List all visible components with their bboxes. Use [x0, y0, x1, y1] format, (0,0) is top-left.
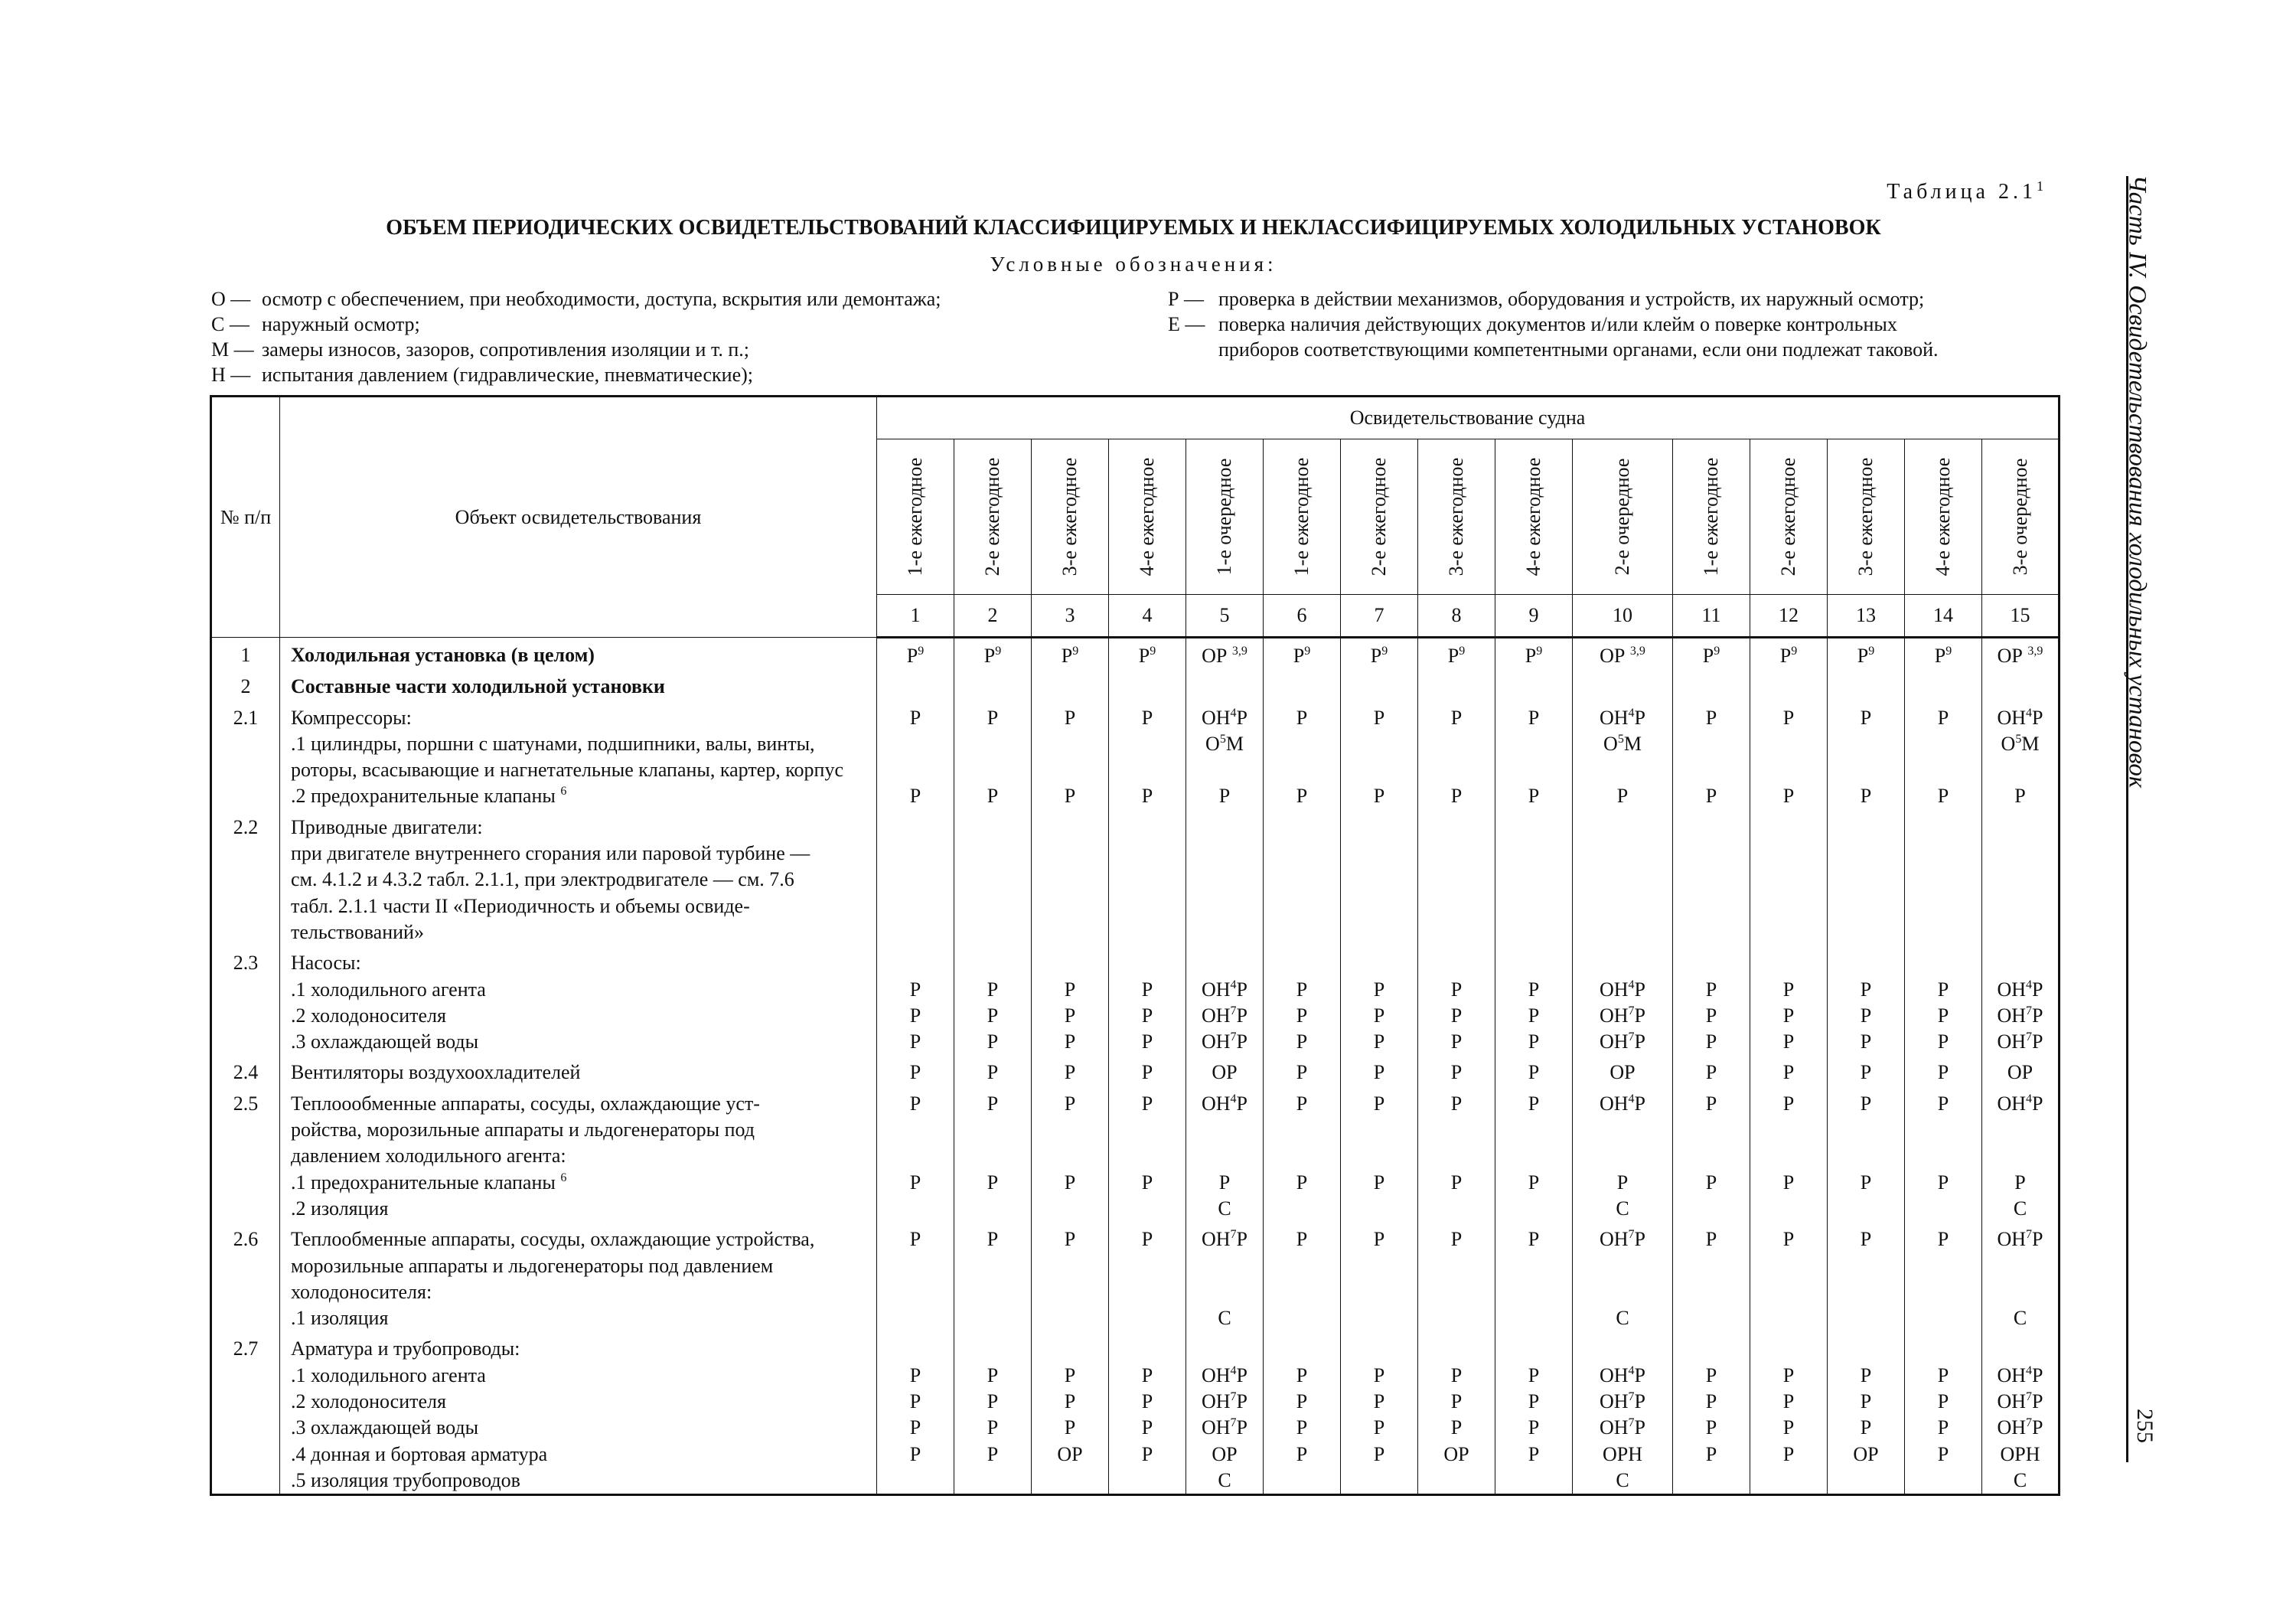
- survey-value: [1418, 810, 1495, 945]
- survey-value: [1264, 810, 1341, 945]
- survey-value: Р: [1341, 1222, 1418, 1331]
- survey-value: Р Р: [1109, 1086, 1186, 1222]
- legend-item: Н — испытания давлением (гидравлические, пневматические);: [211, 364, 753, 386]
- survey-value: [1186, 810, 1264, 945]
- row-number: 2: [211, 669, 280, 700]
- survey-value: Р: [954, 1222, 1032, 1331]
- survey-value: [1982, 810, 2060, 945]
- survey-type-header: 1-е ежегодное: [1673, 439, 1750, 595]
- survey-value: Р: [877, 1055, 954, 1086]
- legend-item: М — замеры износов, зазоров, сопротивления изоляции и т. п.;: [211, 338, 749, 361]
- survey-value: Р Р: [1828, 1086, 1905, 1222]
- survey-value: Р Р Р: [1032, 945, 1109, 1055]
- survey-value: [1828, 669, 1905, 700]
- legend-item: Р — проверка в действии механизмов, оборудования и устройств, их наружный осмотр;: [1168, 288, 1925, 310]
- survey-value: Р: [1264, 1055, 1341, 1086]
- survey-value: Р: [954, 1055, 1032, 1086]
- column-number: 8: [1418, 595, 1495, 638]
- survey-value: $P^9$: [954, 638, 1032, 670]
- survey-type-header: 2-е ежегодное: [954, 439, 1032, 595]
- survey-value: Р: [1905, 1222, 1982, 1331]
- row-number: 2.7: [211, 1331, 280, 1494]
- survey-value: ОР: [1982, 1055, 2060, 1086]
- survey-value: Р Р: [1495, 700, 1573, 810]
- survey-value: [1032, 810, 1109, 945]
- column-number: 14: [1905, 595, 1982, 638]
- survey-value: Р Р: [1750, 1086, 1828, 1222]
- survey-value: Р Р: [1032, 1086, 1109, 1222]
- survey-value: Р Р Р: [1750, 945, 1828, 1055]
- page-number: 255: [2132, 1409, 2157, 1443]
- row-object: Вентиляторы воздухоохладителей: [280, 1055, 877, 1086]
- survey-value: [1186, 669, 1264, 700]
- survey-value: Р: [1905, 1055, 1982, 1086]
- survey-value: Р: [1032, 1055, 1109, 1086]
- survey-value: [1828, 810, 1905, 945]
- column-number: 7: [1341, 595, 1418, 638]
- survey-value: $P^9$: [877, 638, 954, 670]
- survey-value: Р Р Р ОР: [1032, 1331, 1109, 1494]
- survey-value: Р Р Р Р: [1341, 1331, 1418, 1494]
- survey-value: Р Р: [1750, 700, 1828, 810]
- survey-value: $ОН^4Р$ $О^5М$ Р: [1186, 700, 1264, 810]
- survey-type-header: 2-е ежегодное: [1341, 439, 1418, 595]
- survey-value: $ОН^4Р$ $ОН^7Р$ $ОН^7Р$: [1186, 945, 1264, 1055]
- row-object: Приводные двигатели: при двигателе внутреннего сгорания или паровой турбине — см. 4.1.2 и 4.3.2 табл. 2.1.1, при электродвигателе — см. 7.6 табл. 2.1.1 части II «Периодичность и объемы освиде- тельствований»: [280, 810, 877, 945]
- row-object: Теплообменные аппараты, сосуды, охлаждающие устройства, морозильные аппараты и льдогенераторы под давлением холодоносителя: .1 изоляция: [280, 1222, 877, 1331]
- table-row: [211, 700, 2060, 810]
- survey-value: $ОН^4Р$ $ОН^7Р$ $ОН^7Р$ ОР С: [1186, 1331, 1264, 1494]
- column-number: 4: [1109, 595, 1186, 638]
- row-number: 2.6: [211, 1222, 280, 1331]
- survey-value: $P^9$: [1673, 638, 1750, 670]
- survey-value: [954, 669, 1032, 700]
- survey-value: Р Р: [1905, 700, 1982, 810]
- survey-type-header: 3-е ежегодное: [1828, 439, 1905, 595]
- survey-value: $ОН^7Р$ С: [1186, 1222, 1264, 1331]
- survey-value: [1264, 669, 1341, 700]
- survey-value: $P^9$: [1032, 638, 1109, 670]
- survey-value: $P^9$: [1750, 638, 1828, 670]
- survey-value: $ОН^4Р$ Р С: [1982, 1086, 2060, 1222]
- survey-value: $ОН^4Р$ $ОН^7Р$ $ОН^7Р$ ОРН С: [1982, 1331, 2060, 1494]
- col-object-header: Объект освидетельствования: [280, 397, 877, 638]
- survey-value: Р Р Р: [1905, 945, 1982, 1055]
- survey-value: [1495, 669, 1573, 700]
- row-number: 1: [211, 638, 280, 670]
- table-row: [211, 1086, 2060, 1222]
- survey-value: $ОН^4Р$ $ОН^7Р$ $ОН^7Р$: [1982, 945, 2060, 1055]
- survey-value: [1673, 810, 1750, 945]
- table-row: [211, 945, 2060, 1055]
- survey-value: $P^9$: [1828, 638, 1905, 670]
- survey-value: Р: [1673, 1222, 1750, 1331]
- survey-value: [877, 810, 954, 945]
- survey-type-header: 2-е очередное: [1573, 439, 1673, 595]
- survey-value: $P^9$: [1905, 638, 1982, 670]
- survey-value: Р Р: [1418, 700, 1495, 810]
- survey-value: $ОН^4Р$ $О^5М$ Р: [1573, 700, 1673, 810]
- survey-value: Р Р: [954, 1086, 1032, 1222]
- survey-table: [210, 395, 2060, 1496]
- survey-value: [1905, 810, 1982, 945]
- survey-value: Р Р: [1264, 700, 1341, 810]
- table-row: [211, 669, 2060, 700]
- table-row: [211, 1331, 2060, 1494]
- table-row: [211, 1055, 2060, 1086]
- survey-value: Р: [1418, 1222, 1495, 1331]
- row-object: Арматура и трубопроводы: .1 холодильного агента .2 холодоносителя .3 охлаждающей воды .4 донная и бортовая арматура .5 изоляция трубопроводов: [280, 1331, 877, 1494]
- survey-value: [1750, 810, 1828, 945]
- row-object: Составные части холодильной установки: [280, 669, 877, 700]
- column-number: 9: [1495, 595, 1573, 638]
- survey-value: [1341, 669, 1418, 700]
- survey-value: Р Р Р: [1341, 945, 1418, 1055]
- survey-value: ОР: [1573, 1055, 1673, 1086]
- table-row: [211, 1222, 2060, 1331]
- survey-type-header: 3-е очередное: [1982, 439, 2060, 595]
- survey-type-header: 3-е ежегодное: [1418, 439, 1495, 595]
- survey-value: Р Р Р Р: [1495, 1331, 1573, 1494]
- legend-right: [1168, 286, 2071, 362]
- survey-value: Р Р Р: [1673, 945, 1750, 1055]
- survey-value: [1495, 810, 1573, 945]
- survey-value: $ОН^4Р$ $ОН^7Р$ $ОН^7Р$: [1573, 945, 1673, 1055]
- survey-value: [1750, 669, 1828, 700]
- legend-item: О — осмотр с обеспечением, при необходимости, доступа, вскрытия или демонтажа;: [211, 288, 941, 310]
- survey-value: $ОН^4Р$ $О^5М$ Р: [1982, 700, 2060, 810]
- legend-item: Е — поверка наличия действующих документов и/или клейм о поверке контрольных: [1168, 313, 1897, 335]
- survey-type-header: 4-е ежегодное: [1109, 439, 1186, 595]
- survey-value: $P^9$: [1109, 638, 1186, 670]
- survey-value: Р Р Р Р: [1109, 1331, 1186, 1494]
- survey-value: Р: [1264, 1222, 1341, 1331]
- survey-value: [1418, 669, 1495, 700]
- survey-value: ОР $^{3,9}$: [1982, 638, 2060, 670]
- legend-item: приборов соответствующими компетентными органами, если они подлежат таковой.: [1218, 338, 1939, 361]
- survey-value: Р: [1109, 1055, 1186, 1086]
- survey-value: $ОН^4Р$ $ОН^7Р$ $ОН^7Р$ ОРН С: [1573, 1331, 1673, 1494]
- survey-value: Р Р Р: [1418, 945, 1495, 1055]
- survey-value: Р Р: [1418, 1086, 1495, 1222]
- survey-value: [1109, 669, 1186, 700]
- survey-value: Р Р: [1341, 700, 1418, 810]
- survey-value: Р Р Р: [1264, 945, 1341, 1055]
- column-number: 3: [1032, 595, 1109, 638]
- column-number: 10: [1573, 595, 1673, 638]
- survey-value: $ОН^4Р$ Р С: [1573, 1086, 1673, 1222]
- survey-value: Р Р: [1264, 1086, 1341, 1222]
- row-number: 2.1: [211, 700, 280, 810]
- survey-value: Р Р Р ОР: [1828, 1331, 1905, 1494]
- column-number: 6: [1264, 595, 1341, 638]
- row-object: Теплоообменные аппараты, сосуды, охлаждающие уст- ройства, морозильные аппараты и льдогенераторы под давлением холодильного агента: .1 предохранительные клапаны $^6$ .2 изоляция: [280, 1086, 877, 1222]
- column-number: 5: [1186, 595, 1264, 638]
- survey-value: $P^9$: [1264, 638, 1341, 670]
- survey-value: Р Р Р Р: [1905, 1331, 1982, 1494]
- row-number: 2.3: [211, 945, 280, 1055]
- survey-value: Р Р: [1109, 700, 1186, 810]
- survey-value: Р Р Р ОР: [1418, 1331, 1495, 1494]
- row-object: Холодильная установка (в целом): [280, 638, 877, 670]
- survey-value: $P^9$: [1418, 638, 1495, 670]
- survey-value: $ОН^7Р$ С: [1982, 1222, 2060, 1331]
- survey-value: Р Р: [877, 700, 954, 810]
- survey-value: Р: [1418, 1055, 1495, 1086]
- survey-value: Р: [1750, 1055, 1828, 1086]
- legend-item: С — наружный осмотр;: [211, 313, 420, 335]
- survey-value: Р: [1109, 1222, 1186, 1331]
- survey-value: Р: [1032, 1222, 1109, 1331]
- survey-value: Р Р: [1828, 700, 1905, 810]
- row-number: 2.5: [211, 1086, 280, 1222]
- survey-value: [1673, 669, 1750, 700]
- survey-value: [954, 810, 1032, 945]
- survey-value: Р: [1828, 1055, 1905, 1086]
- survey-value: $P^9$: [1495, 638, 1573, 670]
- survey-value: Р Р Р: [1495, 945, 1573, 1055]
- survey-value: [1341, 810, 1418, 945]
- survey-value: Р Р Р: [877, 945, 954, 1055]
- survey-value: [1109, 810, 1186, 945]
- survey-value: Р Р Р Р: [1264, 1331, 1341, 1494]
- row-number: 2.4: [211, 1055, 280, 1086]
- row-object: Компрессоры: .1 цилиндры, поршни с шатунами, подшипники, валы, винты, роторы, всасывающие и нагнетательные клапаны, картер, корпус .2 предохранительные клапаны $^6$: [280, 700, 877, 810]
- survey-value: Р: [1750, 1222, 1828, 1331]
- survey-value: Р Р: [1673, 700, 1750, 810]
- column-number: 13: [1828, 595, 1905, 638]
- survey-value: Р Р Р Р: [877, 1331, 954, 1494]
- survey-value: Р Р Р Р: [954, 1331, 1032, 1494]
- survey-type-header: 1-е ежегодное: [877, 439, 954, 595]
- survey-value: [1573, 810, 1673, 945]
- survey-value: ОР: [1186, 1055, 1264, 1086]
- survey-value: Р Р Р Р: [1750, 1331, 1828, 1494]
- survey-value: [877, 669, 954, 700]
- column-number: 12: [1750, 595, 1828, 638]
- table-label: Таблица $2.1^1$: [1887, 178, 2043, 204]
- survey-value: [1573, 669, 1673, 700]
- survey-value: [1905, 669, 1982, 700]
- survey-value: [1982, 669, 2060, 700]
- survey-type-header: 4-е ежегодное: [1905, 439, 1982, 595]
- survey-value: Р Р Р: [1828, 945, 1905, 1055]
- survey-value: $ОН^7Р$ С: [1573, 1222, 1673, 1331]
- row-object: Насосы: .1 холодильного агента .2 холодоносителя .3 охлаждающей воды: [280, 945, 877, 1055]
- survey-value: $ОН^4Р$ Р С: [1186, 1086, 1264, 1222]
- survey-type-header: 1-е ежегодное: [1264, 439, 1341, 595]
- row-number: 2.2: [211, 810, 280, 945]
- document-title: ОБЪЕМ ПЕРИОДИЧЕСКИХ ОСВИДЕТЕЛЬСТВОВАНИЙ КЛАССИФИЦИРУЕМЫХ И НЕКЛАССИФИЦИРУЕМЫХ ХОЛОДИЛЬНЫХ УСТАНОВОК: [386, 216, 1881, 240]
- col-number-header: № п/п: [211, 397, 280, 638]
- table-row: [211, 638, 2060, 670]
- survey-value: Р Р: [1905, 1086, 1982, 1222]
- legend-title: Условные обозначения:: [990, 253, 1277, 276]
- survey-value: Р: [1828, 1222, 1905, 1331]
- survey-value: Р Р: [1495, 1086, 1573, 1222]
- column-number: 1: [877, 595, 954, 638]
- table-row: [211, 810, 2060, 945]
- survey-value: Р: [1495, 1222, 1573, 1331]
- survey-value: Р Р: [1673, 1086, 1750, 1222]
- survey-value: Р Р: [954, 700, 1032, 810]
- survey-value: ОР $^{3,9}$: [1573, 638, 1673, 670]
- survey-value: Р Р Р: [1109, 945, 1186, 1055]
- survey-value: ОР $^{3,9}$: [1186, 638, 1264, 670]
- survey-type-header: 2-е ежегодное: [1750, 439, 1828, 595]
- legend-left: [211, 286, 1145, 387]
- survey-value: Р: [1341, 1055, 1418, 1086]
- survey-value: Р Р Р: [954, 945, 1032, 1055]
- survey-value: Р: [1673, 1055, 1750, 1086]
- survey-type-header: 4-е ежегодное: [1495, 439, 1573, 595]
- column-number: 2: [954, 595, 1032, 638]
- survey-value: [1032, 669, 1109, 700]
- survey-group-header: Освидетельствование судна: [877, 397, 2060, 439]
- column-number: 15: [1982, 595, 2060, 638]
- survey-value: Р Р: [1032, 700, 1109, 810]
- survey-value: Р: [877, 1222, 954, 1331]
- survey-value: $P^9$: [1341, 638, 1418, 670]
- column-number: 11: [1673, 595, 1750, 638]
- survey-value: Р Р Р Р: [1673, 1331, 1750, 1494]
- survey-value: Р Р: [877, 1086, 954, 1222]
- survey-type-header: 1-е очередное: [1186, 439, 1264, 595]
- survey-value: Р Р: [1341, 1086, 1418, 1222]
- running-title: Часть IV. Освидетельствования холодильных установок: [2123, 175, 2151, 789]
- survey-type-header: 3-е ежегодное: [1032, 439, 1109, 595]
- survey-value: Р: [1495, 1055, 1573, 1086]
